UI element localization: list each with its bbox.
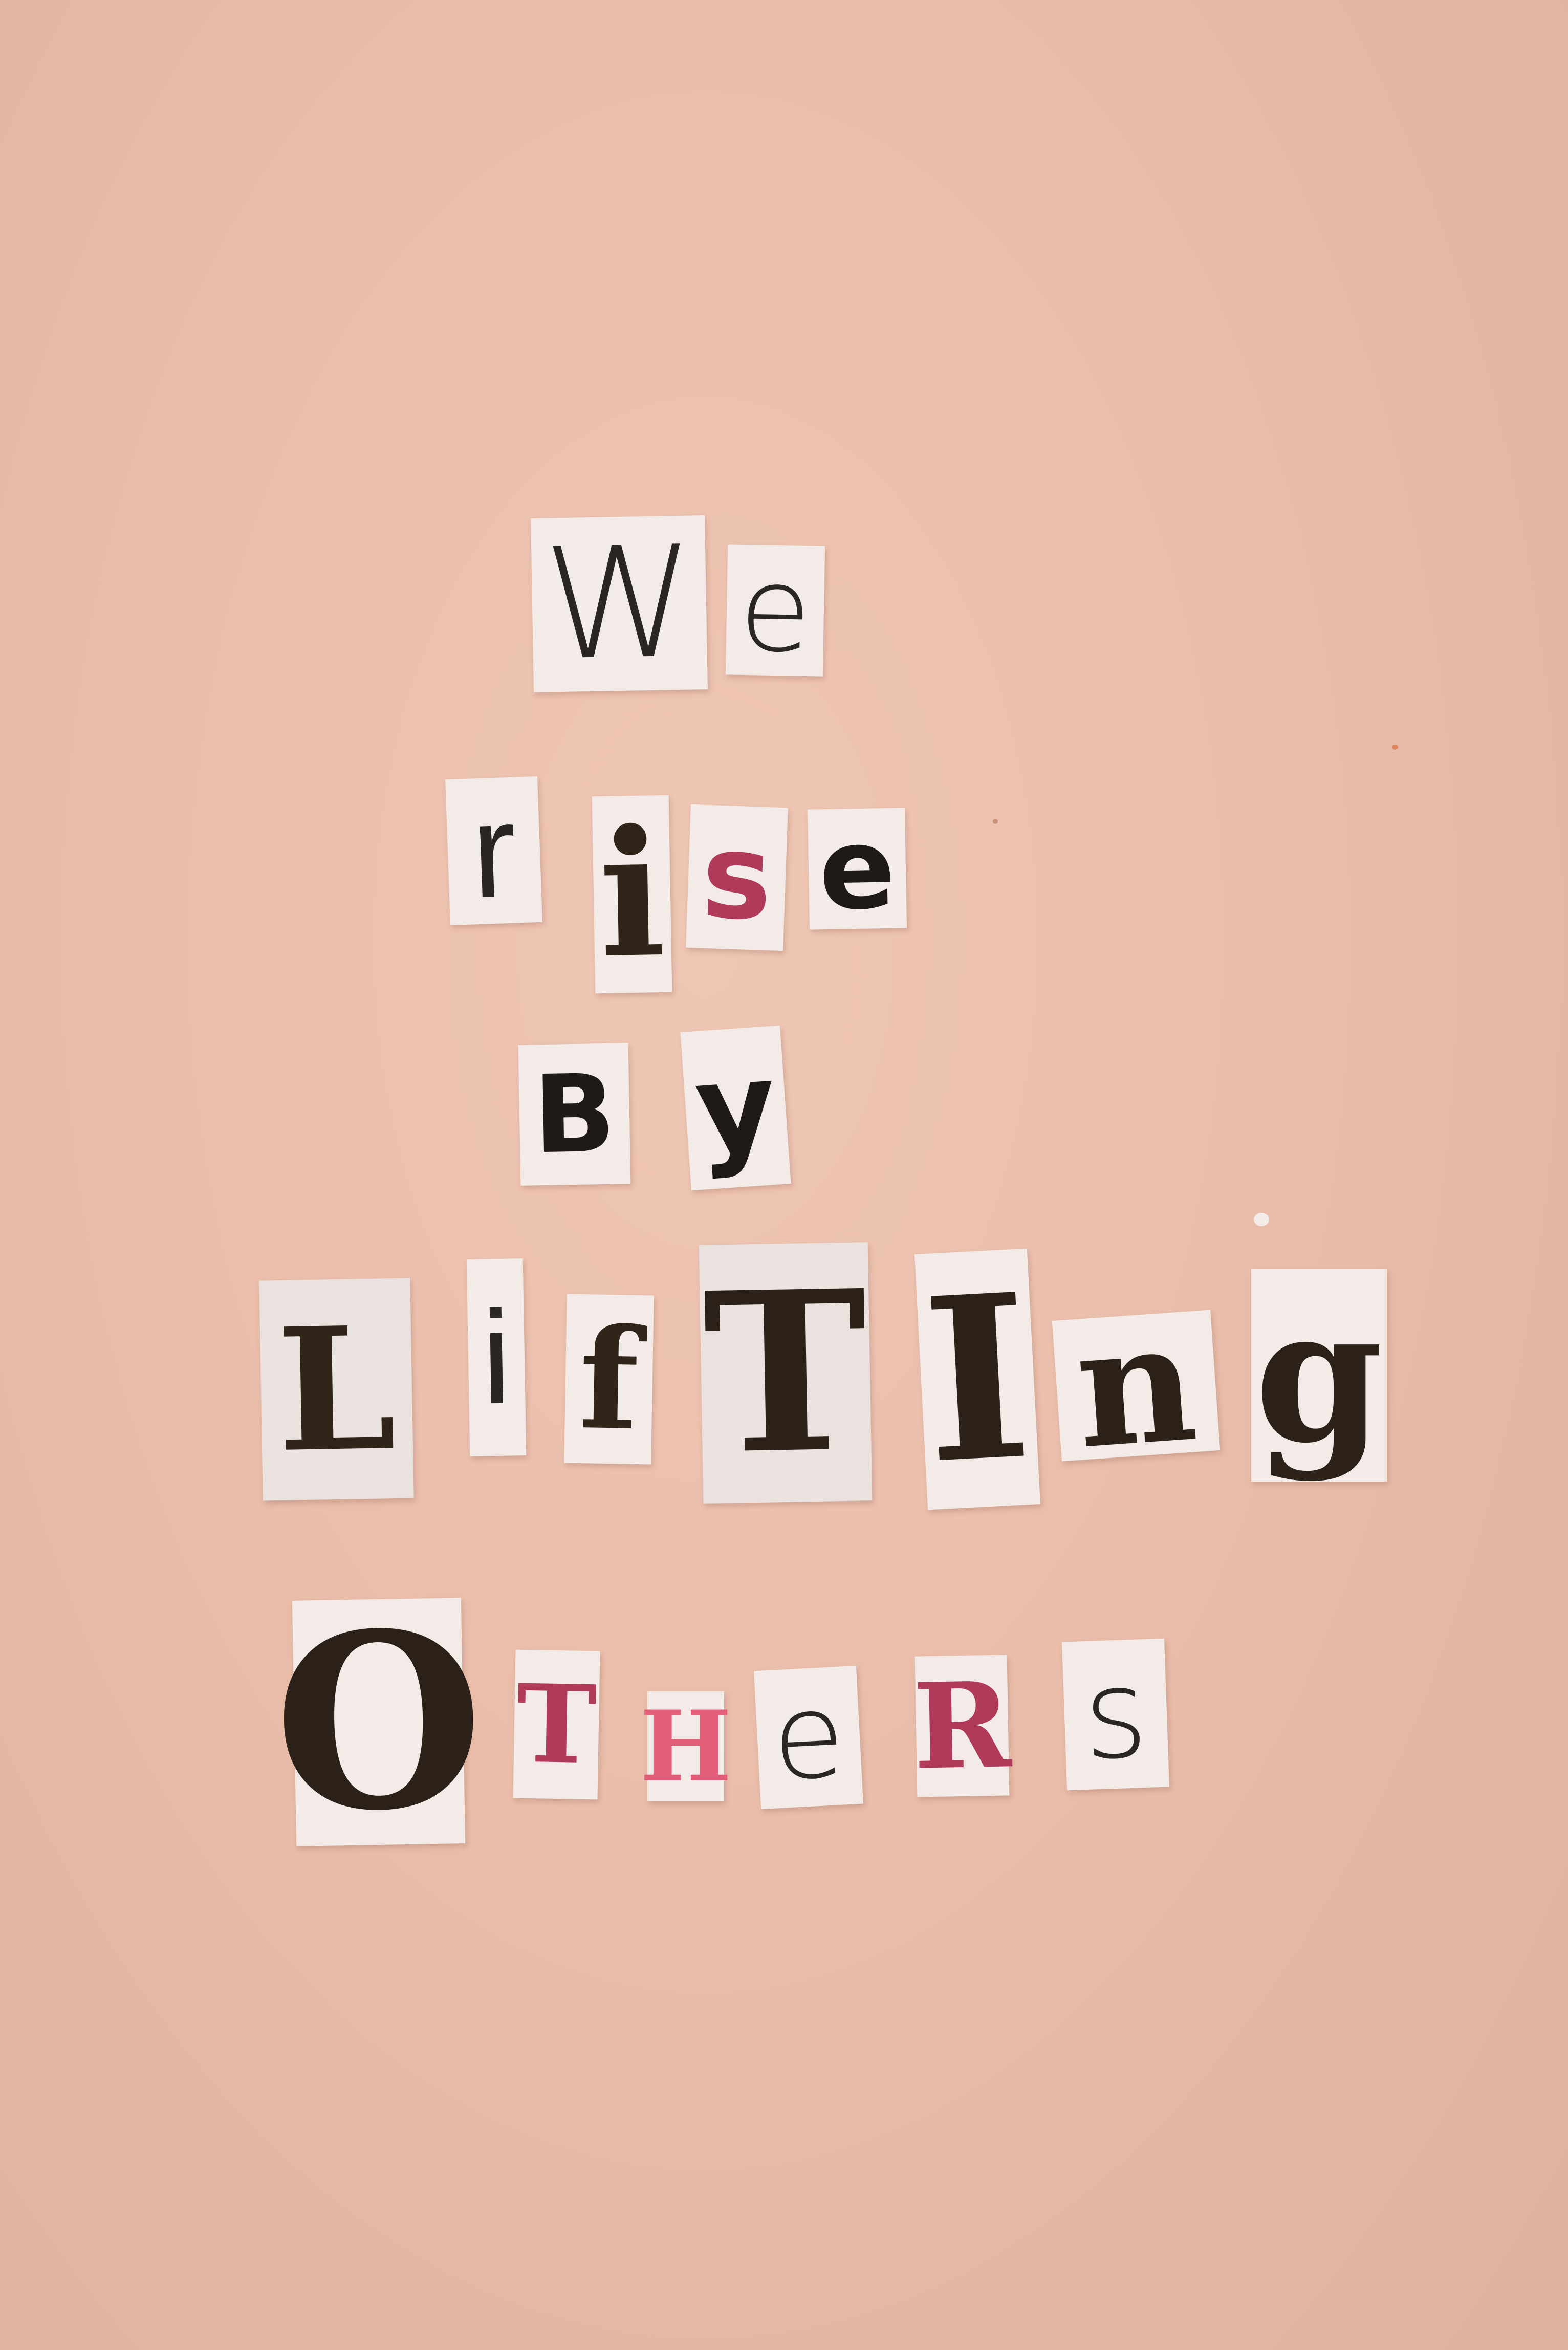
letter-L: L <box>275 1289 398 1490</box>
letter-clipping-f <box>564 1294 654 1465</box>
letter-e: e <box>769 1667 848 1808</box>
paper-speck <box>1254 1213 1269 1226</box>
letter-e: e <box>818 802 897 935</box>
letter-y: y <box>690 1033 781 1183</box>
letter-clipping-e2 <box>808 802 907 935</box>
letter-clipping-i2 <box>467 1258 527 1456</box>
letter-clipping-L <box>259 1278 413 1500</box>
letter-clipping-W <box>531 515 708 692</box>
letter-O: O <box>271 1579 486 1865</box>
letter-clipping-R <box>912 1655 1012 1797</box>
letter-i: i <box>480 1283 513 1432</box>
letter-s: s <box>699 808 775 947</box>
letter-clipping-I <box>914 1244 1040 1514</box>
letter-clipping-i <box>592 791 672 997</box>
letter-f: f <box>578 1297 640 1461</box>
letter-W: W <box>541 513 697 694</box>
letter-clipping-e <box>726 541 825 679</box>
letter-r: r <box>469 776 519 926</box>
letter-T: T <box>701 1242 870 1504</box>
letter-clipping-g <box>1251 1269 1387 1482</box>
letter-I: I <box>918 1244 1037 1514</box>
letter-clipping-r <box>445 776 542 925</box>
paper-speck <box>1392 745 1398 750</box>
letter-g: g <box>1254 1267 1384 1484</box>
letter-clipping-T2 <box>513 1650 600 1800</box>
letter-clipping-H <box>640 1689 732 1803</box>
letter-clipping-B <box>518 1043 631 1186</box>
letter-R: R <box>912 1656 1012 1796</box>
letter-clipping-O <box>271 1579 486 1865</box>
letter-clipping-e3 <box>754 1666 863 1809</box>
letter-clipping-y <box>680 1026 791 1191</box>
letter-clipping-s2 <box>1062 1639 1169 1791</box>
paper-speck <box>993 819 998 824</box>
letter-clipping-n <box>1052 1285 1220 1486</box>
letter-H: H <box>640 1689 732 1803</box>
letter-clipping-T <box>699 1242 873 1504</box>
letter-s: s <box>1081 1641 1150 1788</box>
letter-clipping-s <box>686 804 788 951</box>
letter-i: i <box>597 791 667 997</box>
letter-T: T <box>515 1660 598 1789</box>
letter-e: e <box>737 541 813 679</box>
letter-n: n <box>1070 1285 1203 1486</box>
letter-B: B <box>532 1051 617 1178</box>
